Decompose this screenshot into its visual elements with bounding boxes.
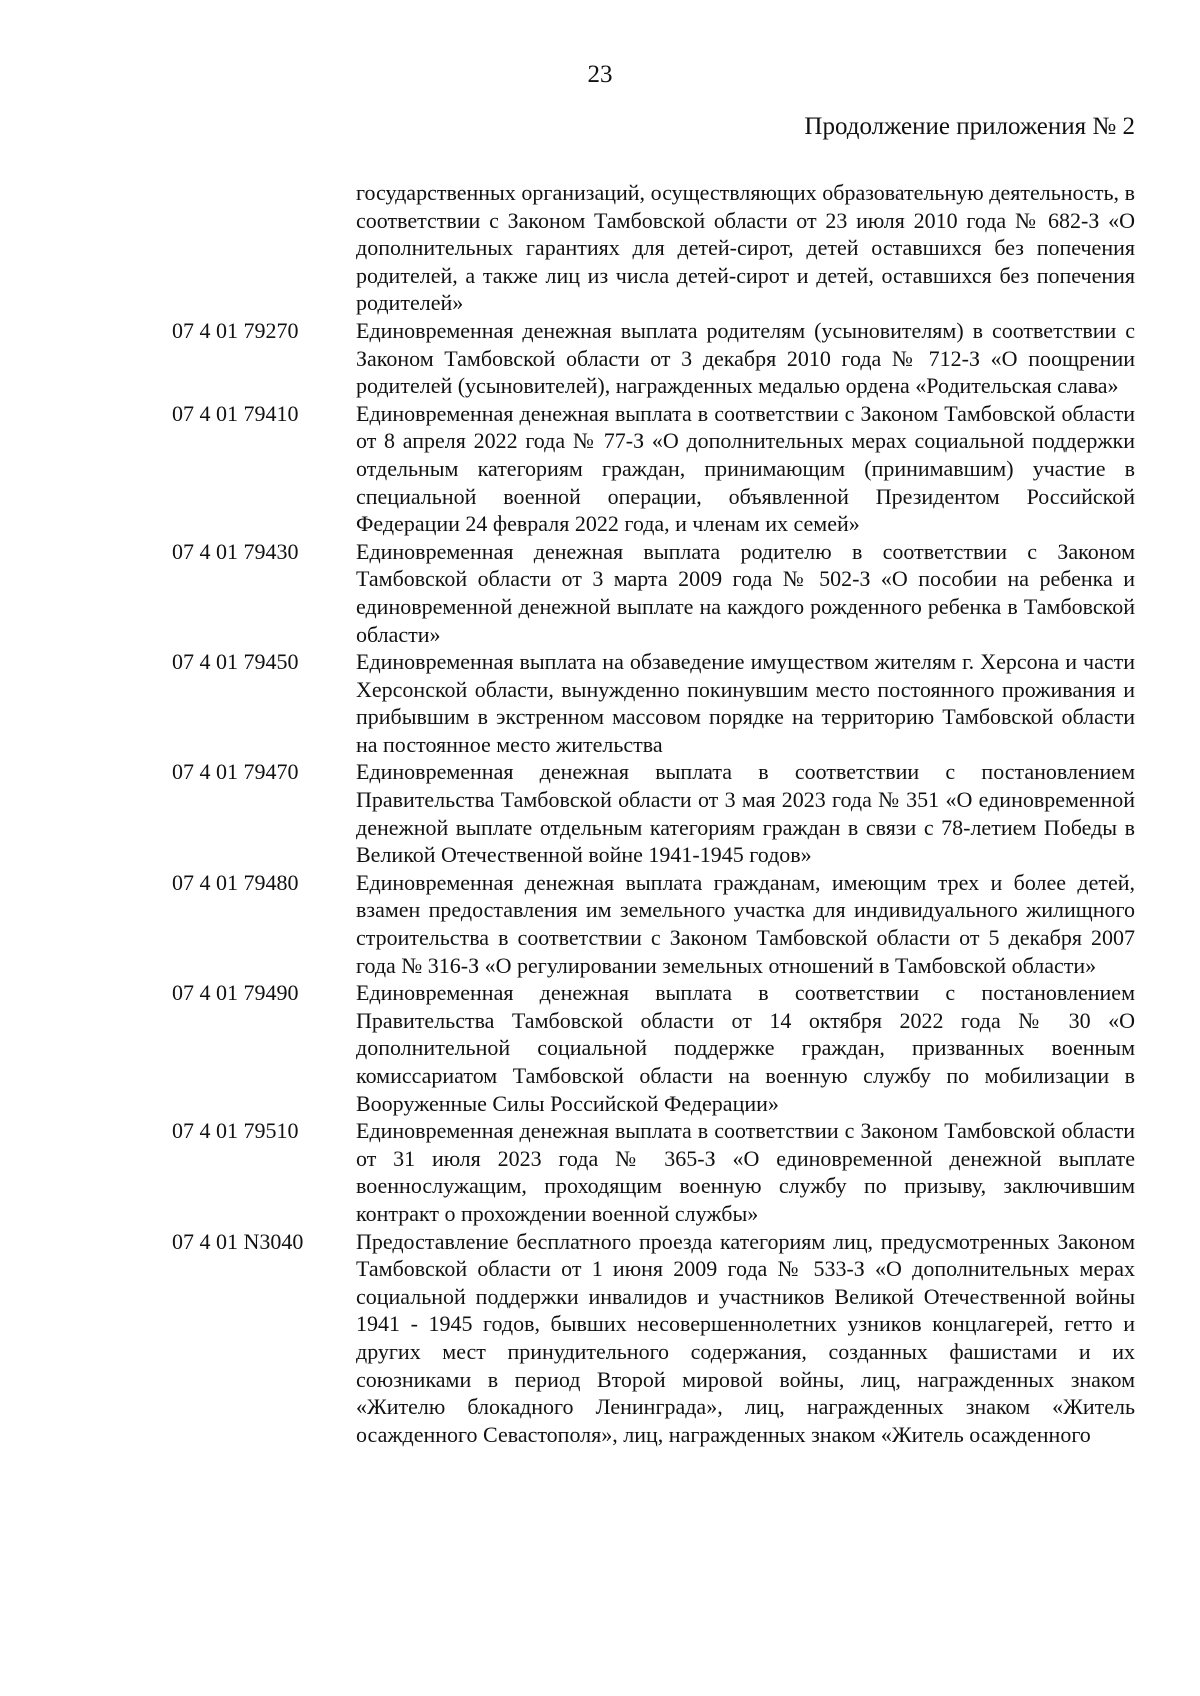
row-description: Единовременная денежная выплата родителям (усыновителям) в соответствии с Законом Тамбовской области от 3 декабря 2010 года № 712-З «О поощрении родителей (усыновителей), награжденных медалью ордена «Родительская слава» <box>356 317 1135 399</box>
row-description: Единовременная выплата на обзаведение имуществом жителям г. Херсона и части Херсонской области, вынужденно покинувшим место постоянного проживания и прибывшим в экстренном массовом порядке на территорию Тамбовской области на постоянное место жительства <box>356 649 1135 757</box>
table-row <box>172 648 1135 758</box>
table-row <box>172 1117 1135 1227</box>
row-code: 07 4 01 79470 <box>172 759 299 785</box>
row-description: Единовременная денежная выплата в соответствии с постановлением Правительства Тамбовской области от 14 октября 2022 года № 30 «О дополнительной социальной поддержке граждан, призванных военным комиссариатом Тамбовской области на военную службу по мобилизации в Вооруженные Силы Российской Федерации» <box>356 980 1135 1116</box>
row-description: Единовременная денежная выплата родителю в соответствии с Законом Тамбовской области от 3 марта 2009 года № 502-З «О пособии на ребенка и единовременной денежной выплате на каждого рожденного ребенка в Тамбовской области» <box>356 538 1135 647</box>
classification-table <box>172 179 1135 1448</box>
table-row <box>172 758 1135 868</box>
row-code: 07 4 01 79430 <box>172 538 299 564</box>
table-row <box>172 979 1135 1117</box>
table-row <box>172 400 1135 538</box>
table-row <box>172 869 1135 979</box>
row-code: 07 4 01 79510 <box>172 1118 299 1144</box>
row-description: Единовременная денежная выплата в соответствии с Законом Тамбовской области от 31 июля 2023 года № 365-З «О единовременной денежной выплате военнослужащим, проходящим военную службу по призыву, заключившим контракт о прохождении военной службы» <box>356 1118 1135 1226</box>
row-description: Единовременная денежная выплата в соответствии с постановлением Правительства Тамбовской области от 3 мая 2023 года № 351 «О единовременной денежной выплате отдельным категориям граждан в связи с 78-летием Победы в Великой Отечественной войне 1941-1945 годов» <box>356 759 1135 868</box>
appendix-title: Продолжение приложения № 2 <box>804 113 1135 140</box>
row-description: Предоставление бесплатного проезда категориям лиц, предусмотренных Законом Тамбовской области от 1 июня 2009 года № 533-З «О дополнительных мерах социальной поддержки инвалидов и участников Великой Отечественной войны 1941 - 1945 годов, бывших несовершеннолетних узников концлагерей, гетто и других мест принудительного содержания, созданных фашистами и их союзниками в период Второй мировой войны, лиц, награжденных знаком «Жителю блокадного Ленинграда», лиц, награжденных знаком «Житель осажденного Севастополя», лиц, награжденных знаком «Житель осажденного <box>356 1228 1135 1447</box>
table-row <box>172 538 1135 648</box>
row-code: 07 4 01 79480 <box>172 869 299 895</box>
row-code: 07 4 01 N3040 <box>172 1228 304 1254</box>
row-description: Единовременная денежная выплата гражданам, имеющим трех и более детей, взамен предоставления им земельного участка для индивидуального жилищного строительства в соответствии с Законом Тамбовской области от 5 декабря 2007 года № 316-З «О регулировании земельных отношений в Тамбовской области» <box>356 869 1135 978</box>
row-description: государственных организаций, осуществляющих образовательную деятельность, в соответствии с Законом Тамбовской области от 23 июля 2010 года № 682-З «О дополнительных гарантиях для детей-сирот, детей оставшихся без попечения родителей, а также лиц из числа детей-сирот и детей, оставшихся без попечения родителей» <box>356 180 1135 316</box>
table-row <box>172 317 1135 400</box>
page-number: 23 <box>587 61 613 88</box>
row-code: 07 4 01 79410 <box>172 400 299 426</box>
row-code: 07 4 01 79490 <box>172 980 299 1006</box>
table-row <box>172 179 1135 317</box>
table-row <box>172 1228 1135 1449</box>
row-code: 07 4 01 79450 <box>172 649 299 675</box>
row-code: 07 4 01 79270 <box>172 317 299 343</box>
row-description: Единовременная денежная выплата в соответствии с Законом Тамбовской области от 8 апреля 2022 года № 77-З «О дополнительных мерах социальной поддержки отдельным категориям граждан, принимающим (принимавшим) участие в специальной военной операции, объявленной Президентом Российской Федерации 24 февраля 2022 года, и членам их семей» <box>356 400 1135 537</box>
